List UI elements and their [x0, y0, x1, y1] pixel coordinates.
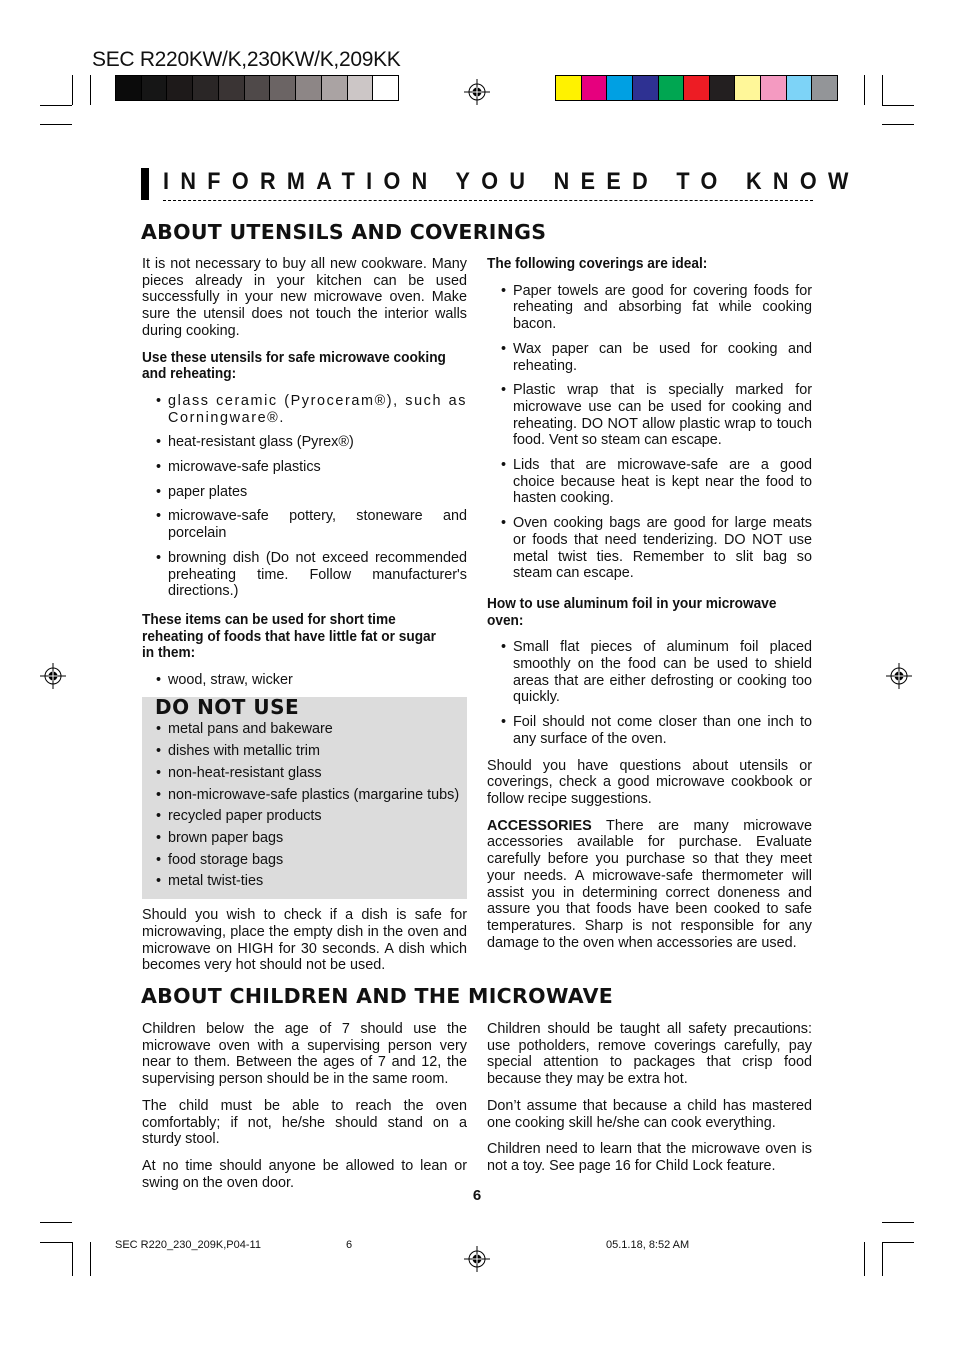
color-swatch	[116, 76, 142, 100]
accessories-text: There are many microwave accessories available for purchase. Evaluate carefully before you purchase so that they meet your needs. A microwave-safe thermometer will assist you in determining correct doneness and assure you that foods have been cooked to safe temperatures. Sharp is not responsible for any damage to the oven when accessories are used.	[487, 817, 812, 951]
color-swatch	[270, 76, 296, 100]
crop-mark	[882, 124, 914, 125]
color-swatch	[812, 76, 837, 100]
crop-mark	[90, 1242, 91, 1276]
safe-utensils-heading: Use these utensils for safe microwave cooking and reheating:	[142, 349, 446, 383]
utensils-heading: ABOUT UTENSILS AND COVERINGS	[141, 220, 547, 244]
list-item: • glass ceramic (Pyroceram®), such as Corningware®.	[142, 393, 467, 426]
children-right-column	[487, 1021, 812, 1185]
list-item: • microwave-safe pottery, stoneware and porcelain	[142, 508, 467, 541]
children-paragraph: At no time should anyone be allowed to lean or swing on the oven door.	[142, 1157, 467, 1191]
crop-mark	[882, 1242, 883, 1276]
crop-mark	[40, 105, 72, 106]
crop-mark	[72, 1242, 73, 1276]
banner-dashed-rule	[163, 200, 813, 201]
color-swatch	[607, 76, 633, 100]
registration-mark-icon	[886, 663, 912, 689]
short-reheat-heading: These items can be used for short time reheating of foods that have little fat or sugar in them:	[142, 611, 436, 662]
list-item: • Wax paper can be used for cooking and reheating.	[487, 341, 812, 374]
do-not-use-title: DO NOT USE	[155, 694, 300, 719]
crop-mark	[882, 75, 883, 105]
children-paragraph: Children should be taught all safety precautions: use potholders, remove coverings carefully, pay special attention to packages that crisp food because they may be extra hot.	[487, 1021, 812, 1088]
list-item: • non-heat-resistant glass	[142, 765, 467, 782]
color-swatch	[710, 76, 736, 100]
color-swatch	[761, 76, 787, 100]
registration-mark-icon	[464, 79, 490, 105]
utensils-right-column	[487, 256, 812, 961]
list-item: • Paper towels are good for covering foods for reheating and absorbing fat while cooking bacon.	[487, 283, 812, 333]
crop-mark	[864, 1242, 865, 1276]
banner-title: INFORMATION YOU NEED TO KNOW	[163, 168, 860, 195]
crop-mark	[882, 1242, 914, 1243]
color-swatch	[684, 76, 710, 100]
do-not-use-list	[142, 721, 467, 890]
list-item: • dishes with metallic trim	[142, 743, 467, 760]
color-swatch	[296, 76, 322, 100]
color-swatch	[556, 76, 582, 100]
list-item: • Plastic wrap that is specially marked for microwave use can be used for cooking and reheating. DO NOT allow plastic wrap to touch food. Vent so steam can escape.	[487, 382, 812, 449]
color-swatch	[142, 76, 168, 100]
color-swatch	[633, 76, 659, 100]
document-code: SEC R220KW/K,230KW/K,209KK	[92, 48, 401, 71]
footer-file: SEC R220_230_209K,P04-11	[115, 1239, 261, 1251]
footer-page: 6	[346, 1239, 353, 1251]
crop-mark	[72, 75, 73, 105]
list-item: • Foil should not come closer than one inch to any surface of the oven.	[487, 714, 812, 747]
accessories-label: ACCESSORIES	[487, 817, 592, 834]
short-reheat-list	[142, 672, 467, 689]
color-swatch	[348, 76, 374, 100]
color-swatch	[219, 76, 245, 100]
list-item: • paper plates	[142, 484, 467, 501]
list-item: • non-microwave-safe plastics (margarine tubs)	[142, 787, 467, 804]
children-paragraph: Children below the age of 7 should use the microwave oven with a supervising person very near to them. Between the ages of 7 and 12, the supervising person should be in the same room.	[142, 1021, 467, 1088]
list-item: • wood, straw, wicker	[142, 672, 467, 689]
list-item: • Small flat pieces of aluminum foil placed smoothly on the food can be used to shield areas that are either defrosting or cooking too quickly.	[487, 639, 812, 706]
list-item: • browning dish (Do not exceed recommended preheating time. Follow manufacturer's directions.)	[142, 550, 467, 600]
color-swatch	[322, 76, 348, 100]
questions-text: Should you have questions about utensils or coverings, check a good microwave cookbook or follow recipe suggestions.	[487, 757, 812, 807]
list-item: • food storage bags	[142, 852, 467, 869]
color-swatch	[193, 76, 219, 100]
children-paragraph: The child must be able to reach the oven comfortably; if not, he/she should stand on a sturdy stool.	[142, 1097, 467, 1148]
coverings-list	[487, 283, 812, 582]
foil-list	[487, 639, 812, 747]
crop-mark	[882, 105, 914, 106]
list-item: • Oven cooking bags are good for large meats or foods that need tenderizing. DO NOT use metal twist ties. Remember to slit bag so steam can escape.	[487, 515, 812, 582]
color-swatch	[167, 76, 193, 100]
coverings-heading: The following coverings are ideal:	[487, 256, 708, 272]
safe-utensils-list	[142, 393, 467, 600]
foil-heading: How to use aluminum foil in your microwave oven:	[487, 595, 777, 629]
crop-mark	[40, 1222, 72, 1223]
list-item: • brown paper bags	[142, 830, 467, 847]
crop-mark	[882, 1222, 914, 1223]
children-paragraph: Don’t assume that because a child has mastered one cooking skill he/she can cook everything.	[487, 1097, 812, 1131]
banner-bar	[141, 168, 149, 200]
utensils-intro: It is not necessary to buy all new cookware. Many pieces already in your kitchen can be used successfully in your new microwave oven. Make sure the utensil does not touch the interior walls during cooking.	[142, 256, 467, 339]
accessories-paragraph	[487, 818, 812, 952]
utensils-left-column	[142, 256, 467, 984]
color-swatch	[659, 76, 685, 100]
color-swatch	[787, 76, 813, 100]
footer-timestamp: 05.1.18, 8:52 AM	[606, 1239, 690, 1251]
color-swatch	[582, 76, 608, 100]
crop-mark	[864, 75, 865, 105]
crop-mark	[40, 1242, 72, 1243]
list-item: • metal pans and bakeware	[142, 721, 467, 738]
page-number: 6	[472, 1187, 482, 1204]
registration-mark-icon	[464, 1246, 490, 1272]
list-item: • heat-resistant glass (Pyrex®)	[142, 434, 467, 451]
children-heading: ABOUT CHILDREN AND THE MICROWAVE	[141, 984, 614, 1008]
children-paragraph: Children need to learn that the microwave oven is not a toy. See page 16 for Child Lock feature.	[487, 1141, 812, 1174]
registration-mark-icon	[40, 663, 66, 689]
children-left-column	[142, 1021, 467, 1201]
grayscale-bar	[115, 75, 399, 101]
dish-check-text: Should you wish to check if a dish is safe for microwaving, place the empty dish in the oven and microwave on HIGH for 30 seconds. A dish which becomes very hot should not be used.	[142, 907, 467, 974]
info-banner	[141, 168, 860, 204]
color-swatch	[373, 76, 398, 100]
crop-mark	[40, 124, 72, 125]
list-item: • recycled paper products	[142, 808, 467, 825]
color-bar	[555, 75, 838, 101]
list-item: • Lids that are microwave-safe are a good choice because heat is kept near the food to hasten cooking.	[487, 457, 812, 507]
list-item: • microwave-safe plastics	[142, 459, 467, 476]
crop-mark	[90, 75, 91, 105]
list-item: • metal twist-ties	[142, 873, 467, 890]
color-swatch	[735, 76, 761, 100]
color-swatch	[245, 76, 271, 100]
do-not-use-box	[142, 694, 467, 899]
